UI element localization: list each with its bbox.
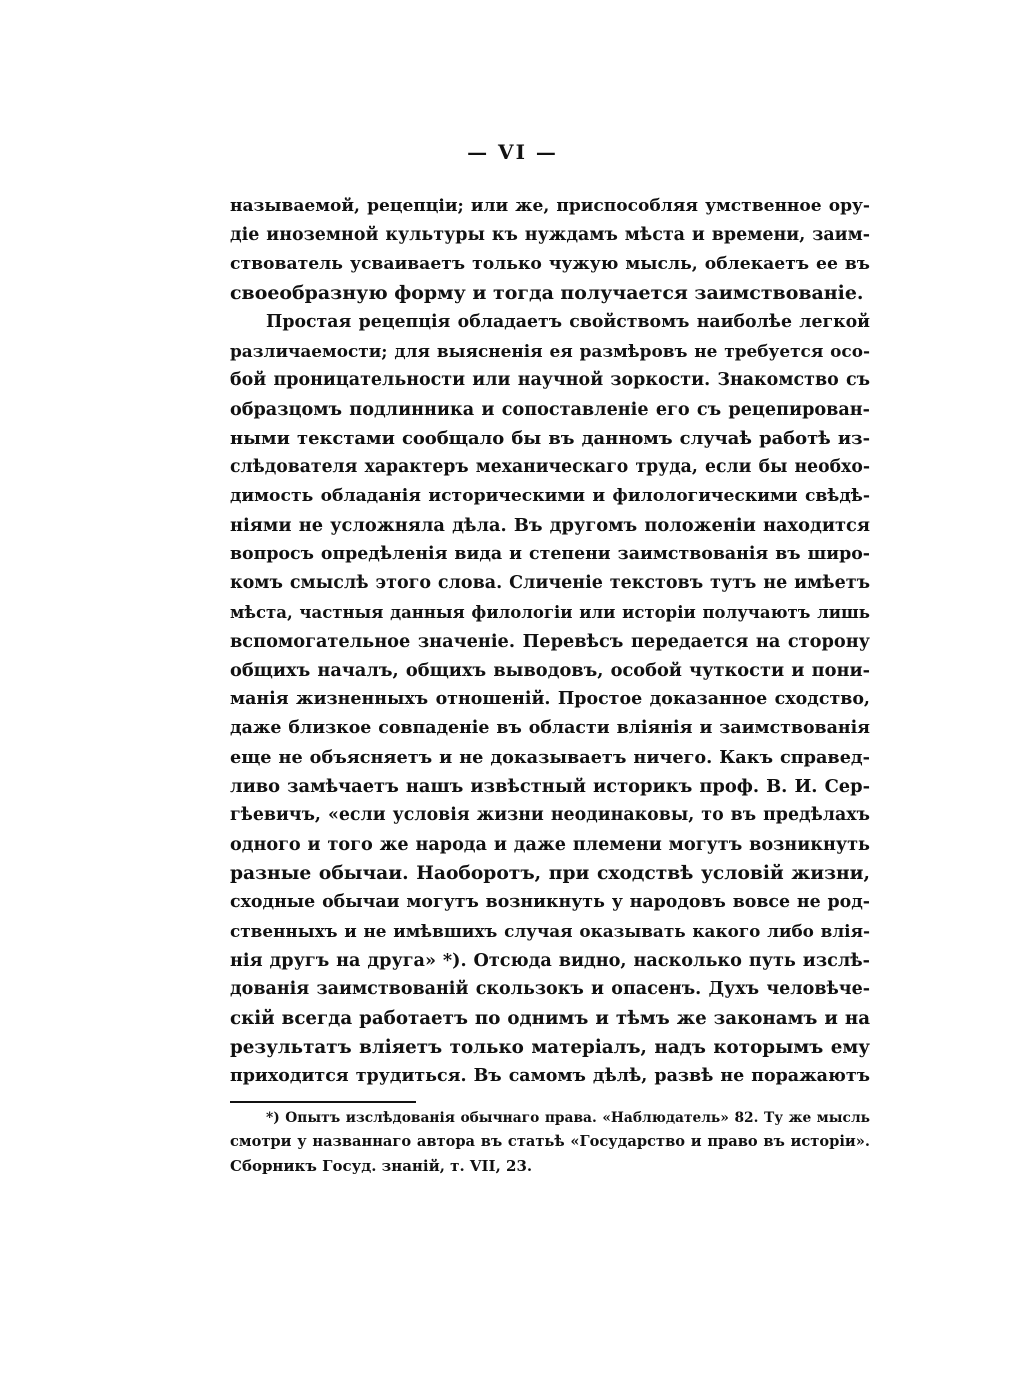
text-line: ствователь усваиваетъ только чужую мысль, облекаетъ ее въ (230, 254, 870, 274)
text-line: еще не объясняетъ и не доказываетъ ничего. Какъ справед- (230, 747, 870, 768)
text-line: скій всегда работаетъ по однимъ и тѣмъ же законамъ и на (230, 1008, 870, 1029)
page-number: — VI — (467, 140, 558, 164)
text-line: слѣдователя характеръ механическаго труда, если бы необхо- (230, 457, 870, 477)
text-line: сходные обычаи могутъ возникнуть у народовъ вовсе не род- (230, 892, 870, 912)
body-text (230, 192, 870, 1091)
text-line: гѣевичъ, «если условія жизни неодинаковы, то въ предѣлахъ (230, 805, 870, 825)
text-line: дованія заимствованій скользокъ и опасенъ. Духъ человѣче- (230, 979, 870, 999)
footnote (230, 1106, 870, 1178)
text-line: образцомъ подлинника и сопоставленіе его съ рецепирован- (230, 399, 870, 420)
text-line: различаемости; для выясненія ея размѣровъ не требуется осо- (230, 341, 870, 361)
text-line: ными текстами сообщало бы въ данномъ случаѣ работѣ из- (230, 428, 870, 449)
text-line: нія другъ на друга» *). Отсюда видно, насколько путь изслѣ- (230, 950, 870, 971)
text-line: димость обладанія историческими и филологическими свѣдѣ- (230, 486, 870, 506)
text-line: даже близкое совпаденіе въ области вліянія и заимствованія (230, 718, 870, 738)
text-line: комъ смыслѣ этого слова. Сличеніе текстовъ тутъ не имѣетъ (230, 573, 870, 593)
text-line: вопросъ опредѣленія вида и степени заимствованія въ широ- (230, 544, 870, 564)
text-line: бой проницательности или научной зоркости. Знакомство съ (230, 370, 870, 390)
text-line: общихъ началъ, общихъ выводовъ, особой чуткости и пони- (230, 660, 870, 681)
text-line: мѣста, частныя данныя филологіи или исторіи получаютъ лишь (230, 602, 870, 622)
text-line: вспомогательное значеніе. Перевѣсъ передается на сторону (230, 631, 870, 652)
text-line: приходится трудиться. Въ самомъ дѣлѣ, развѣ не поражаютъ (230, 1066, 870, 1086)
text-line: манія жизненныхъ отношеній. Простое доказанное сходство, (230, 689, 870, 709)
text-line: результатъ вліяетъ только матеріалъ, надъ которымъ ему (230, 1037, 870, 1058)
text-line: своеобразную форму и тогда получается заимствованіе. (230, 282, 864, 304)
text-line: ливо замѣчаетъ нашъ извѣстный историкъ проф. В. И. Сер- (230, 776, 870, 797)
footnote-line: Сборникъ Госуд. знаній, т. VII, 23. (230, 1157, 533, 1175)
text-line: называемой, рецепціи; или же, приспособляя умственное ору- (230, 196, 870, 216)
text-line: Простая рецепція обладаетъ свойствомъ наиболѣе легкой (266, 312, 870, 332)
text-line: ственныхъ и не имѣвшихъ случая оказывать какого либо влія- (230, 921, 870, 941)
text-line: діе иноземной культуры къ нуждамъ мѣста и времени, заим- (230, 225, 870, 245)
footnote-separator (230, 1101, 416, 1103)
footnote-line: *) Опытъ изслѣдованія обычнаго права. «Наблюдатель» 82. Ту же мысль (266, 1110, 870, 1126)
text-line: ніями не усложняла дѣла. Въ другомъ положеніи находится (230, 515, 870, 536)
footnote-line: смотри у названнаго автора въ статьѣ «Государство и право въ исторіи». (230, 1133, 870, 1150)
text-line: разные обычаи. Наоборотъ, при сходствѣ условій жизни, (230, 862, 870, 884)
text-line: одного и того же народа и даже племени могутъ возникнуть (230, 834, 870, 855)
